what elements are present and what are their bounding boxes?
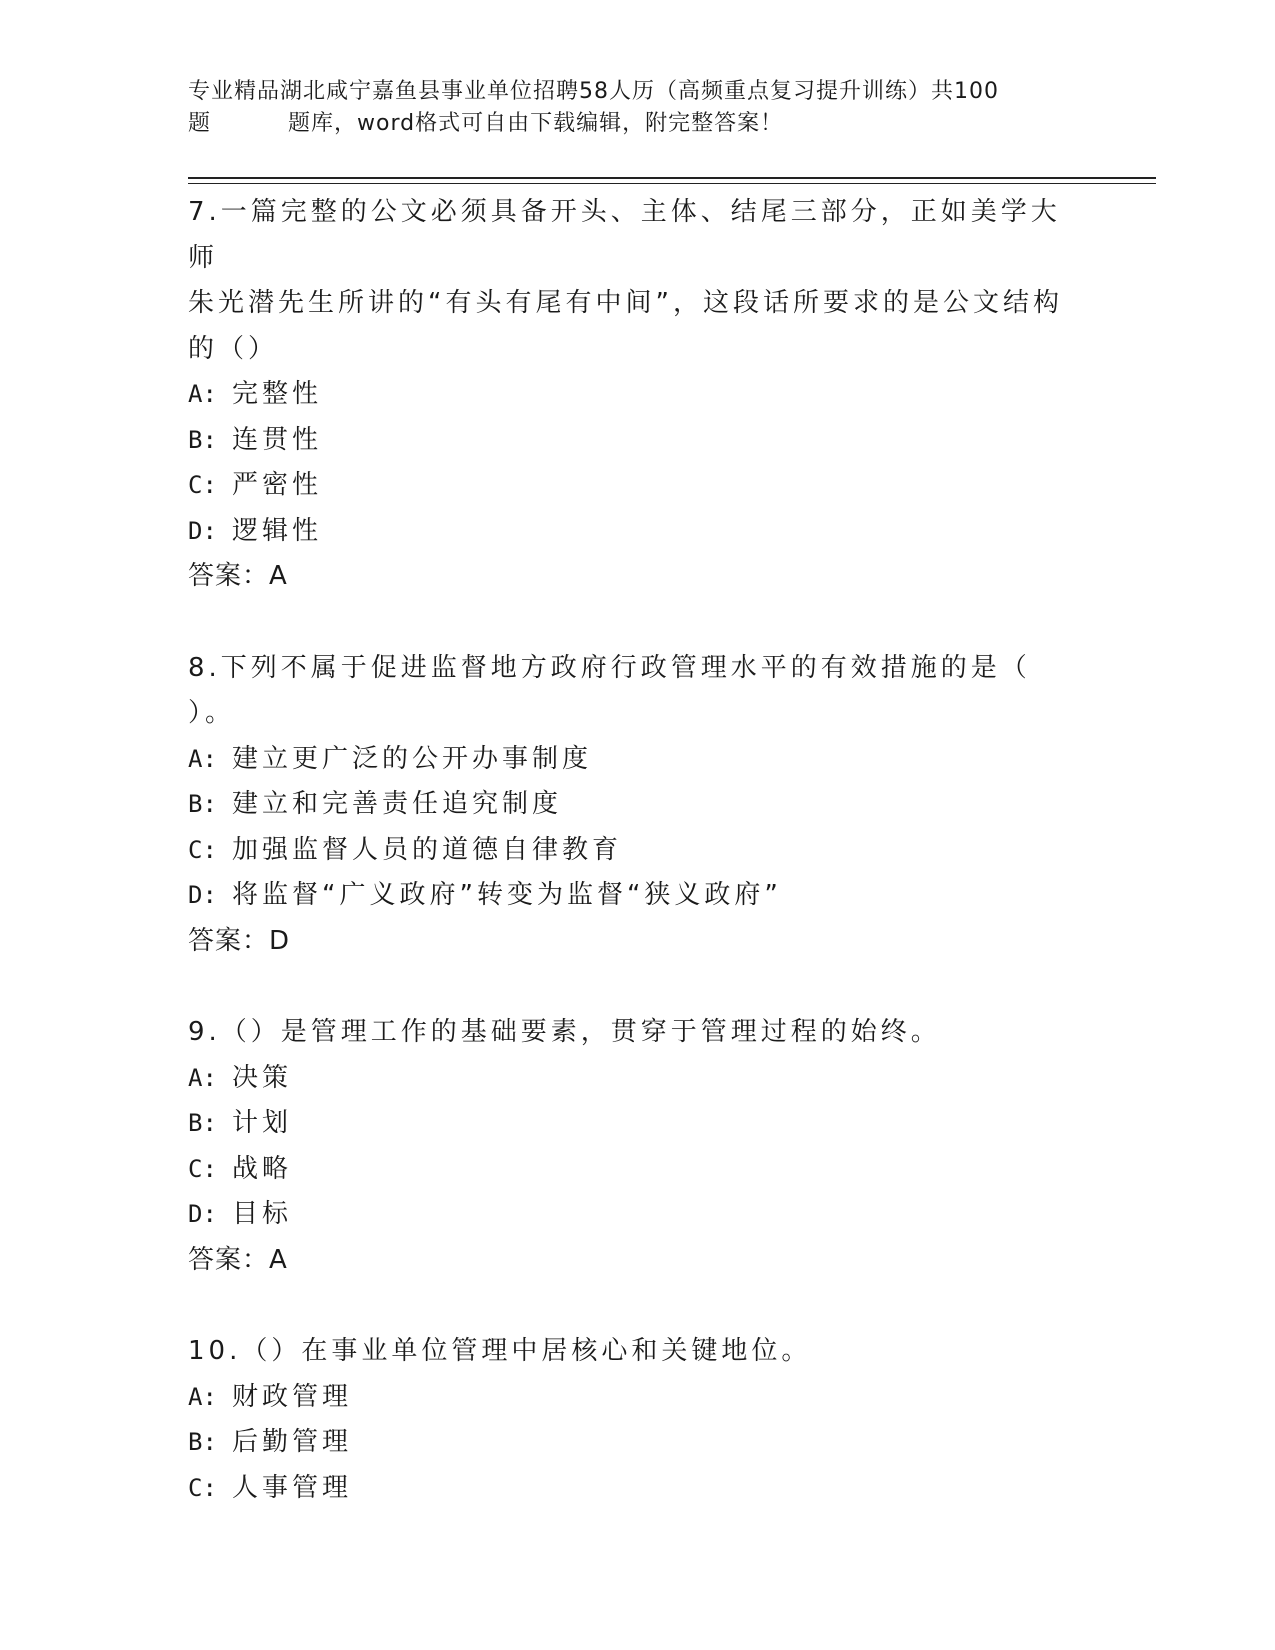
header-line-2-lead: 题 [188, 111, 212, 136]
option-a [188, 372, 1088, 418]
option-text: 建立更广泛的公开办事制度 [232, 743, 593, 774]
option-key: A: [188, 744, 217, 773]
option-text: 人事管理 [232, 1472, 353, 1503]
option-key: A: [188, 1063, 217, 1092]
option-key: B: [188, 790, 217, 818]
question-stem-line: 的（） [188, 333, 279, 364]
option-c [188, 463, 1088, 509]
answer-line: 答案：D [188, 925, 291, 956]
option-d [188, 1192, 1088, 1238]
option-text: 加强监督人员的道德自律教育 [232, 834, 623, 865]
question-stem-line: 7.一篇完整的公文必须具备开头、主体、结尾三部分，正如美学大师 [188, 197, 1061, 273]
option-a [188, 737, 1088, 783]
option-key: C: [188, 835, 217, 864]
question-list [188, 190, 1088, 1557]
option-c [188, 828, 1088, 874]
option-key: C: [188, 1154, 217, 1183]
question-stem-line: ）。 [188, 698, 236, 728]
question-8 [188, 646, 1088, 965]
option-key: A: [188, 1382, 217, 1411]
option-b [188, 1420, 1088, 1466]
option-c [188, 1466, 1088, 1512]
option-text: 建立和完善责任追究制度 [232, 789, 563, 819]
option-key: D: [188, 881, 217, 909]
option-d [188, 509, 1088, 555]
option-key: D: [188, 516, 217, 545]
option-key: B: [188, 1109, 217, 1137]
option-text: 目标 [232, 1199, 293, 1229]
option-text: 连贯性 [232, 424, 323, 455]
question-stem-line: 8.下列不属于促进监督地方政府行政管理水平的有效措施的是（ [188, 652, 1031, 683]
header-divider-thick [188, 177, 1156, 179]
option-a [188, 1375, 1088, 1421]
option-text: 战略 [232, 1153, 293, 1184]
option-key: A: [188, 380, 217, 408]
option-key: D: [188, 1200, 217, 1228]
option-text: 将监督“广义政府”转变为监督“狭义政府” [232, 880, 782, 910]
option-d [188, 873, 1088, 919]
option-c [188, 1147, 1088, 1193]
option-text: 财政管理 [232, 1381, 353, 1412]
question-stem-line: 10.（）在事业单位管理中居核心和关键地位。 [188, 1336, 812, 1366]
header-title-line-2 [188, 108, 1068, 140]
question-7 [188, 190, 1088, 600]
header-divider-thin [188, 183, 1156, 184]
option-text: 完整性 [232, 379, 323, 409]
option-text: 逻辑性 [232, 515, 323, 546]
option-key: C: [188, 471, 217, 499]
option-b [188, 418, 1088, 464]
question-stem-line: 9.（）是管理工作的基础要素，贯穿于管理过程的始终。 [188, 1017, 941, 1047]
header-line-2-text: 题库，word格式可自由下载编辑，附完整答案！ [288, 111, 784, 136]
option-text: 计划 [232, 1108, 293, 1138]
option-key: B: [188, 1428, 217, 1456]
question-10 [188, 1329, 1088, 1511]
answer-line: 答案：A [188, 1244, 288, 1275]
option-b [188, 1101, 1088, 1147]
document-header [188, 76, 1068, 140]
option-text: 决策 [232, 1062, 293, 1093]
option-text: 后勤管理 [232, 1427, 353, 1457]
header-title-line-1: 专业精品湖北咸宁嘉鱼县事业单位招聘58人历（高频重点复习提升训练）共100 [188, 79, 999, 104]
option-key: B: [188, 425, 217, 454]
option-b [188, 782, 1088, 828]
question-9 [188, 1010, 1088, 1283]
option-key: C: [188, 1473, 217, 1502]
option-a [188, 1056, 1088, 1102]
option-text: 严密性 [232, 470, 323, 500]
answer-line: 答案：A [188, 561, 288, 591]
question-stem-line: 朱光潜先生所讲的“有头有尾有中间”，这段话所要求的是公文结构 [188, 288, 1063, 318]
